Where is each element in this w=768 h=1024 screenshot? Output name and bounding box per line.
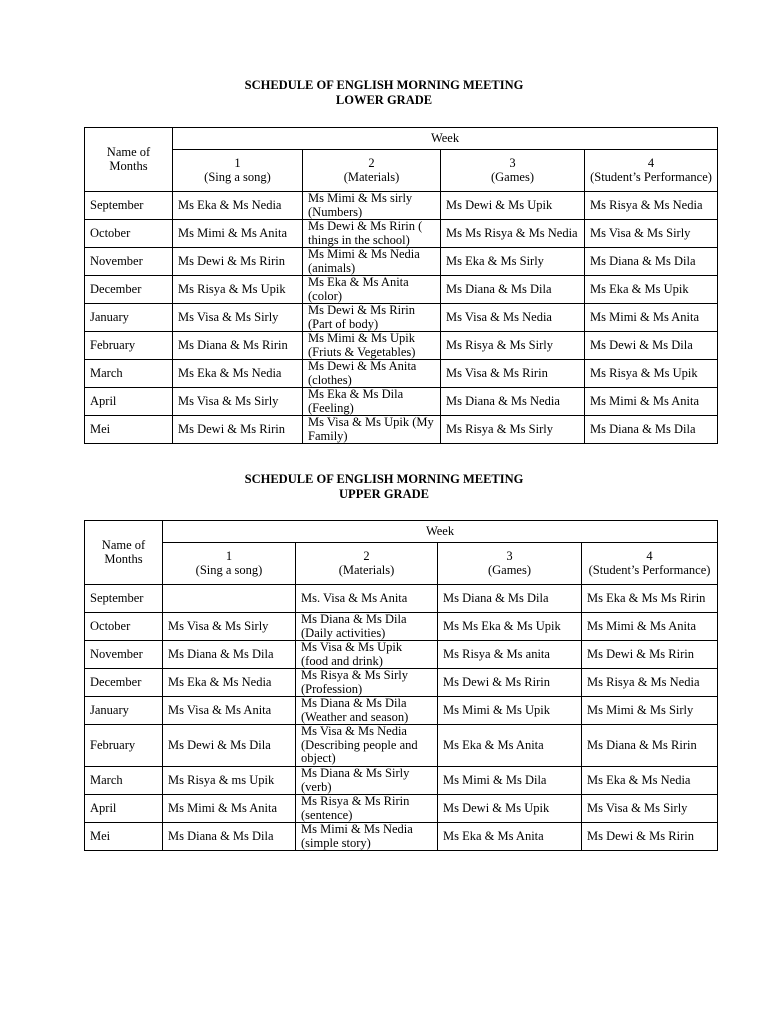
week-3-header [438, 543, 582, 585]
week-3-cell: Ms Eka & Ms Sirly [441, 248, 585, 276]
month-cell: December [85, 669, 163, 697]
upper-grade-schedule-table [84, 520, 718, 851]
table-row [85, 795, 718, 823]
week-2-cell: Ms Mimi & Ms Nedia (simple story) [296, 823, 438, 851]
table-row [85, 669, 718, 697]
week-2-cell: Ms Mimi & Ms sirly (Numbers) [303, 192, 441, 220]
week-2-cell: Ms. Visa & Ms Anita [296, 585, 438, 613]
title-line: SCHEDULE OF ENGLISH MORNING MEETING [244, 78, 524, 92]
week-1-cell: Ms Diana & Ms Ririn [173, 332, 303, 360]
week-1-cell: Ms Diana & Ms Dila [163, 641, 296, 669]
week-1-cell: Ms Risya & Ms Upik [173, 276, 303, 304]
week-3-cell: Ms Ms Eka & Ms Upik [438, 613, 582, 641]
week-1-header [173, 150, 303, 192]
week-3-cell: Ms Dewi & Ms Upik [441, 192, 585, 220]
week-4-cell: Ms Mimi & Ms Anita [582, 613, 718, 641]
week-header: Week [163, 521, 718, 543]
week-3-cell: Ms Eka & Ms Anita [438, 823, 582, 851]
table-row [85, 332, 718, 360]
week-1-cell [163, 585, 296, 613]
week-activity: (Sing a song) [204, 169, 271, 184]
week-3-cell: Ms Risya & Ms Sirly [441, 332, 585, 360]
week-2-header [303, 150, 441, 192]
grade-label: LOWER GRADE [335, 93, 433, 107]
month-cell: December [85, 276, 173, 304]
header-row [85, 128, 718, 150]
table-row [85, 276, 718, 304]
week-3-header [441, 150, 585, 192]
week-2-cell: Ms Dewi & Ms Ririn (Part of body) [303, 304, 441, 332]
week-4-cell: Ms Dewi & Ms Ririn [582, 823, 718, 851]
week-2-cell: Ms Visa & Ms Upik (food and drink) [296, 641, 438, 669]
week-4-cell: Ms Diana & Ms Dila [585, 416, 718, 444]
month-cell: January [85, 304, 173, 332]
week-3-cell: Ms Diana & Ms Dila [441, 276, 585, 304]
week-2-cell: Ms Mimi & Ms Nedia (animals) [303, 248, 441, 276]
table-row [85, 192, 718, 220]
week-1-cell: Ms Risya & ms Upik [163, 767, 296, 795]
week-1-cell: Ms Diana & Ms Dila [163, 823, 296, 851]
week-1-cell: Ms Eka & Ms Nedia [173, 360, 303, 388]
table-row [85, 304, 718, 332]
week-2-cell: Ms Visa & Ms Upik (My Family) [303, 416, 441, 444]
month-column-header: Name of Months [85, 521, 163, 585]
week-3-cell: Ms Diana & Ms Dila [438, 585, 582, 613]
table-row [85, 416, 718, 444]
table-row [85, 613, 718, 641]
week-number: 2 [363, 549, 370, 563]
week-1-cell: Ms Eka & Ms Nedia [173, 192, 303, 220]
week-1-header [163, 543, 296, 585]
week-3-cell: Ms Risya & Ms Sirly [441, 416, 585, 444]
week-activity: (Materials) [343, 169, 400, 184]
week-number: 4 [646, 549, 653, 563]
week-4-cell: Ms Mimi & Ms Anita [585, 304, 718, 332]
month-column-header: Name of Months [85, 128, 173, 192]
week-4-cell: Ms Risya & Ms Nedia [585, 192, 718, 220]
week-4-cell: Ms Dewi & Ms Ririn [582, 641, 718, 669]
week-4-cell: Ms Visa & Ms Sirly [585, 220, 718, 248]
week-number: 3 [506, 549, 513, 563]
week-2-cell: Ms Dewi & Ms Anita (clothes) [303, 360, 441, 388]
week-2-cell: Ms Dewi & Ms Ririn ( things in the school) [303, 220, 441, 248]
week-4-cell: Ms Diana & Ms Dila [585, 248, 718, 276]
table-row [85, 388, 718, 416]
week-subheader-row [85, 150, 718, 192]
week-1-cell: Ms Visa & Ms Sirly [173, 388, 303, 416]
month-cell: Mei [85, 416, 173, 444]
week-3-cell: Ms Visa & Ms Nedia [441, 304, 585, 332]
week-activity: (Games) [487, 562, 532, 577]
table-row [85, 641, 718, 669]
month-cell: September [85, 585, 163, 613]
week-3-cell: Ms Mimi & Ms Dila [438, 767, 582, 795]
week-4-cell: Ms Risya & Ms Upik [585, 360, 718, 388]
week-2-cell: Ms Risya & Ms Sirly (Profession) [296, 669, 438, 697]
week-4-cell: Ms Visa & Ms Sirly [582, 795, 718, 823]
week-activity: (Sing a song) [195, 562, 263, 577]
week-1-cell: Ms Dewi & Ms Dila [163, 725, 296, 767]
week-1-cell: Ms Visa & Ms Sirly [163, 613, 296, 641]
week-number: 3 [509, 156, 516, 170]
week-1-cell: Ms Mimi & Ms Anita [163, 795, 296, 823]
week-number: 2 [368, 156, 375, 170]
week-3-cell: Ms Mimi & Ms Upik [438, 697, 582, 725]
month-cell: September [85, 192, 173, 220]
week-4-cell: Ms Mimi & Ms Sirly [582, 697, 718, 725]
week-1-cell: Ms Dewi & Ms Ririn [173, 416, 303, 444]
week-3-cell: Ms Ms Risya & Ms Nedia [441, 220, 585, 248]
table-row [85, 725, 718, 767]
table-row [85, 360, 718, 388]
week-2-cell: Ms Diana & Ms Sirly (verb) [296, 767, 438, 795]
week-4-cell: Ms Diana & Ms Ririn [582, 725, 718, 767]
month-cell: October [85, 220, 173, 248]
week-1-cell: Ms Dewi & Ms Ririn [173, 248, 303, 276]
week-3-cell: Ms Risya & Ms anita [438, 641, 582, 669]
header-row [85, 521, 718, 543]
month-cell: March [85, 767, 163, 795]
week-number: 1 [234, 156, 241, 170]
table-row [85, 767, 718, 795]
title-line: SCHEDULE OF ENGLISH MORNING MEETING [244, 472, 524, 486]
week-2-cell: Ms Eka & Ms Anita (color) [303, 276, 441, 304]
lower-grade-title [0, 78, 768, 108]
week-3-cell: Ms Dewi & Ms Upik [438, 795, 582, 823]
month-cell: April [85, 388, 173, 416]
week-2-cell: Ms Diana & Ms Dila (Weather and season) [296, 697, 438, 725]
week-1-cell: Ms Visa & Ms Sirly [173, 304, 303, 332]
week-4-cell: Ms Mimi & Ms Anita [585, 388, 718, 416]
week-2-cell: Ms Eka & Ms Dila (Feeling) [303, 388, 441, 416]
table-row [85, 823, 718, 851]
week-4-cell: Ms Risya & Ms Nedia [582, 669, 718, 697]
month-cell: February [85, 725, 163, 767]
week-1-cell: Ms Eka & Ms Nedia [163, 669, 296, 697]
week-activity: (Student’s Performance) [590, 169, 712, 184]
grade-label: UPPER GRADE [339, 487, 429, 501]
week-3-cell: Ms Dewi & Ms Ririn [438, 669, 582, 697]
week-2-cell: Ms Mimi & Ms Upik (Friuts & Vegetables) [303, 332, 441, 360]
week-1-cell: Ms Mimi & Ms Anita [173, 220, 303, 248]
upper-grade-title [0, 472, 768, 502]
week-activity: (Games) [490, 169, 535, 184]
month-cell: January [85, 697, 163, 725]
week-1-cell: Ms Visa & Ms Anita [163, 697, 296, 725]
week-4-cell: Ms Eka & Ms Nedia [582, 767, 718, 795]
week-2-cell: Ms Diana & Ms Dila (Daily activities) [296, 613, 438, 641]
week-3-cell: Ms Visa & Ms Ririn [441, 360, 585, 388]
week-header: Week [173, 128, 718, 150]
month-cell: November [85, 248, 173, 276]
week-subheader-row [85, 543, 718, 585]
week-4-header [585, 150, 718, 192]
month-cell: April [85, 795, 163, 823]
table-row [85, 585, 718, 613]
month-cell: March [85, 360, 173, 388]
month-cell: November [85, 641, 163, 669]
lower-grade-schedule-table [84, 127, 718, 444]
table-row [85, 697, 718, 725]
week-activity: (Student’s Performance) [588, 562, 711, 577]
week-2-cell: Ms Risya & Ms Ririn (sentence) [296, 795, 438, 823]
month-cell: Mei [85, 823, 163, 851]
week-2-cell: Ms Visa & Ms Nedia (Describing people and object) [296, 725, 438, 767]
week-3-cell: Ms Diana & Ms Nedia [441, 388, 585, 416]
week-4-cell: Ms Eka & Ms Ms Ririn [582, 585, 718, 613]
month-cell: October [85, 613, 163, 641]
week-4-header [582, 543, 718, 585]
month-cell: February [85, 332, 173, 360]
table-row [85, 220, 718, 248]
week-number: 1 [225, 549, 233, 563]
week-activity: (Materials) [338, 562, 395, 577]
week-4-cell: Ms Dewi & Ms Dila [585, 332, 718, 360]
week-4-cell: Ms Eka & Ms Upik [585, 276, 718, 304]
week-number: 4 [647, 156, 655, 170]
week-2-header [296, 543, 438, 585]
table-row [85, 248, 718, 276]
week-3-cell: Ms Eka & Ms Anita [438, 725, 582, 767]
